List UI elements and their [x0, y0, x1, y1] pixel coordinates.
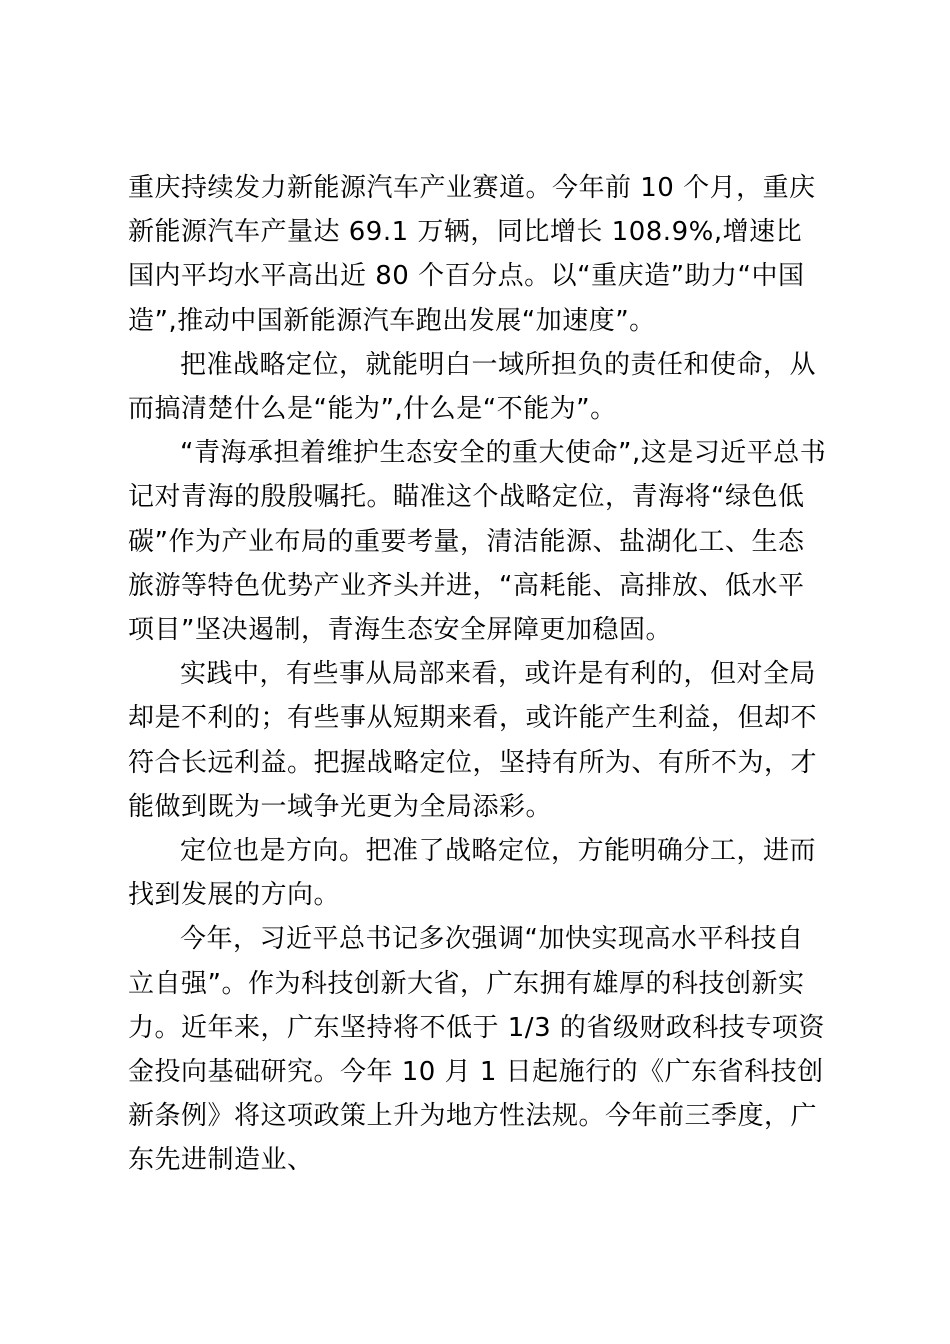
paragraph-1: 重庆持续发力新能源汽车产业赛道。今年前 10 个月，重庆新能源汽车产量达 69.1 万辆，同比增长 108.9%,增速比国内平均水平高出近 80 个百分点。以“重庆造”助力“中国造”,推动中国新能源汽车跑出发展“加速度”。 [128, 173, 816, 336]
paragraph-2: 把准战略定位，就能明白一域所担负的责任和使命，从而搞清楚什么是“能为”,什么是“不能为”。 [128, 349, 817, 425]
paragraph-3: “青海承担着维护生态安全的重大使命”,这是习近平总书记对青海的殷殷嘱托。瞄准这个战略定位，青海将“绿色低碳”作为产业布局的重要考量，清洁能源、盐湖化工、生态旅游等特色优势产业齐头并进，“高耗能、高排放、低水平项目”坚决遏制，青海生态安全屏障更加稳固。 [128, 438, 827, 646]
document-body [128, 166, 828, 1183]
paragraph-4: 实践中，有些事从局部来看，或许是有利的，但对全局却是不利的；有些事从短期来看，或许能产生利益，但却不符合长远利益。把握战略定位，坚持有所为、有所不为，才能做到既为一域争光更为全局添彩。 [128, 659, 818, 822]
paragraph-6: 今年，习近平总书记多次强调“加快实现高水平科技自立自强”。作为科技创新大省，广东拥有雄厚的科技创新实力。近年来，广东坚持将不低于 1/3 的省级财政科技专项资金投向基础研究。今年 10 月 1 日起施行的《广东省科技创新条例》将这项政策上升为地方性法规。今年前三季度，广东先进制造业、 [128, 924, 825, 1176]
paragraph-5: 定位也是方向。把准了战略定位，方能明确分工，进而找到发展的方向。 [128, 836, 817, 911]
